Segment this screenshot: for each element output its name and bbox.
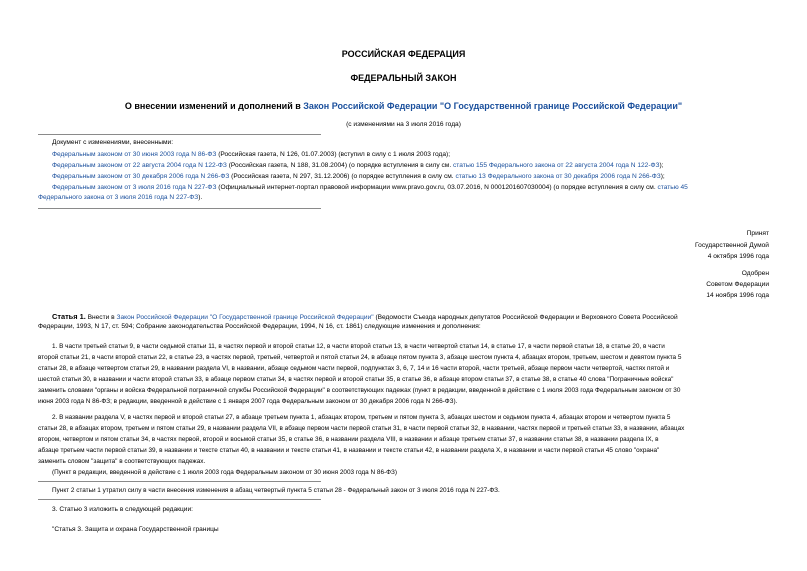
item2-line3: втором, четвертом и пятом статьи 34, в частях первой, второй и восьмой статьи 35, в статье 36, в названии раздела VIII, в названии и абзаце третьем статьи 37, в названии статьи 38, в названии раздела IX, в bbox=[38, 436, 659, 443]
law-type-heading: ФЕДЕРАЛЬНЫЙ ЗАКОН bbox=[350, 73, 457, 83]
adoption-duma-2: Государственной Думой bbox=[695, 242, 769, 249]
law-title-link[interactable]: Закон Российской Федерации "О Государственной границе Российской Федерации" bbox=[303, 101, 683, 111]
change-link-2[interactable]: статью 13 Федерального закона от 30 декабря 2006 года N 266-ФЗ bbox=[455, 173, 661, 180]
article1-text-a: Внести в bbox=[85, 314, 117, 321]
change-item bbox=[52, 184, 688, 191]
change-item bbox=[52, 173, 665, 180]
item1-line1: 1. В части третьей статьи 9, в части седьмой статьи 11, в частях первой и второй статьи 12, в части второй статьи 13, в части четвертой статьи 14, в статье 17, в части первой статьи 18, в статье 20, в части bbox=[52, 343, 665, 350]
article1-label: Статья 1. bbox=[52, 312, 86, 321]
item3-quote: "Статья 3. Защита и охрана Государственной границы bbox=[52, 526, 219, 533]
item2-line4: абзаце третьем части первой статьи 39, в названии и тексте статьи 40, в названии и тексте статьи 41, в названии и тексте статьи 42, в названии раздела X, в названии и части первой статьи 45 слово "охрана" bbox=[38, 447, 660, 454]
change-link-2[interactable]: статью 155 Федерального закона от 22 августа 2004 года N 122-ФЗ bbox=[453, 162, 660, 169]
adoption-council-2: Советом Федерации bbox=[706, 281, 769, 288]
change-link[interactable]: Федеральным законом от 30 июня 2003 года N 86-ФЗ bbox=[52, 151, 217, 158]
item1-line2: второй статьи 21, в части второй статьи 22, в статье 23, в частях первой, третьей, четвертой и пятой статьи 24, в абзаце пятом пункта 3, абзаце шестом пункта 4, абзацах втором, третьем, шестом и девятом пункта 5 bbox=[38, 354, 682, 361]
change-link[interactable]: Федеральным законом от 3 июля 2016 года N 227-ФЗ bbox=[52, 184, 217, 191]
adoption-duma-1: Принят bbox=[746, 230, 769, 237]
adoption-duma-3: 4 октября 1996 года bbox=[707, 253, 769, 260]
changes-intro: Документ с изменениями, внесенными: bbox=[52, 139, 174, 146]
article1-line1 bbox=[52, 312, 678, 321]
item1-line3: статьи 28, в абзаце четвертом статьи 29, в названии раздела VI, в названии, абзаце седьмом части первой, подпунктах 3, 6, 7, 14 и 16 части второй, части третьей, абзаце первом части четвертой, частях пятой и bbox=[38, 365, 670, 372]
change-item-continued bbox=[38, 194, 202, 201]
change-text: (Российская газета, N 188, 31.08.2004) (о порядке вступления в силу см. bbox=[226, 162, 453, 169]
top-divider bbox=[38, 134, 321, 135]
change-item bbox=[52, 162, 664, 169]
item3-text: 3. Статью 3 изложить в следующей редакции: bbox=[52, 506, 194, 513]
article1-text-b: (Ведомости Съезда народных депутатов Российской Федерации и Верховного Совета Российской bbox=[373, 314, 678, 321]
law-title-prefix: О внесении изменений и дополнений в bbox=[124, 101, 304, 111]
item1-line4: шестой статьи 30, в названии и части второй статьи 33, в абзаце первом статьи 34, в частях первой и второй статьи 35, в статье 36, в абзаце втором статьи 37, в статье 38, в статье 40 слова "Пограничные войска" bbox=[38, 376, 674, 383]
law-title bbox=[0, 101, 807, 111]
item2-note: (Пункт в редакции, введенной в действие с 1 июля 2003 года Федеральным законом от 30 июня 2003 года N 86-ФЗ) bbox=[52, 469, 397, 476]
item2-line1: 2. В названии раздела V, в частях первой и второй статьи 27, в абзаце третьем пункта 1, абзацах втором, третьем и пятом пункта 3, абзацах шестом и седьмом пункта 4, абзацах втором и четвертом пункта 5 bbox=[52, 414, 671, 421]
item1-line5: заменить словами "органы и войска Федеральной пограничной службы Российской Федерации" в соответствующих падежах (пункт в редакции, введенной в действие с 1 июля 2003 года Федеральным законом от 30 bbox=[38, 387, 681, 394]
item2-lapse-note: Пункт 2 статьи 1 утратил силу в части внесения изменения в абзац четвертый пункта 5 статьи 28 - Федеральный закон от 3 июля 2016 года N 227-ФЗ. bbox=[52, 487, 500, 494]
change-text: (Официальный интернет-портал правовой информации www.pravo.gov.ru, 03.07.2016, N 0001201607030004) (о порядке вступления в силу см. bbox=[216, 184, 658, 191]
change-tail: ); bbox=[660, 173, 665, 180]
item2-line5: заменить словом "защита" в соответствующих падежах. bbox=[38, 458, 206, 465]
note-divider-top bbox=[38, 481, 321, 482]
item2-line2: статьи 28, в абзацах втором, третьем и пятом статьи 29, в названии раздела VII, в абзаце первом части первой статьи 31, в части первой статьи 32, в названии, частях первой и третьей статьи 33, в названии, абзацах bbox=[38, 425, 685, 432]
article1-law-link[interactable]: Закон Российской Федерации "О Государственной границе Российской Федерации" bbox=[116, 314, 374, 321]
change-tail: ). bbox=[198, 194, 203, 201]
item1-line6: июня 2003 года N 86-ФЗ; в редакции, введенной в действие с 1 января 2007 года Федеральным законом от 30 декабря 2006 года N 266-ФЗ). bbox=[38, 398, 458, 405]
change-link[interactable]: Федеральным законом от 22 августа 2004 года N 122-ФЗ bbox=[52, 162, 227, 169]
adoption-council-1: Одобрен bbox=[741, 270, 769, 277]
change-link-2[interactable]: статью 45 bbox=[657, 184, 688, 191]
change-tail: ); bbox=[659, 162, 664, 169]
bottom-divider bbox=[38, 208, 321, 209]
country-heading: РОССИЙСКАЯ ФЕДЕРАЦИЯ bbox=[341, 49, 466, 59]
change-link[interactable]: Федеральным законом от 30 декабря 2006 года N 266-ФЗ bbox=[52, 173, 230, 180]
note-divider-bottom bbox=[38, 499, 321, 500]
article1-line2: Федерации, 1993, N 17, ст. 594; Собрание законодательства Российской Федерации, 1994, N 16, ст. 1861) следующие изменения и дополнения: bbox=[38, 323, 481, 330]
adoption-council-3: 14 ноября 1996 года bbox=[706, 292, 769, 299]
edition-note: (с изменениями на 3 июля 2016 года) bbox=[346, 121, 461, 128]
change-item bbox=[52, 151, 450, 158]
change-link-3[interactable]: Федерального закона от 3 июля 2016 года N 227-ФЗ bbox=[38, 194, 199, 201]
change-text: (Российская газета, N 126, 01.07.2003) (вступил в силу с 1 июля 2003 года); bbox=[216, 151, 451, 158]
change-text: (Российская газета, N 297, 31.12.2006) (о порядке вступления в силу см. bbox=[229, 173, 456, 180]
